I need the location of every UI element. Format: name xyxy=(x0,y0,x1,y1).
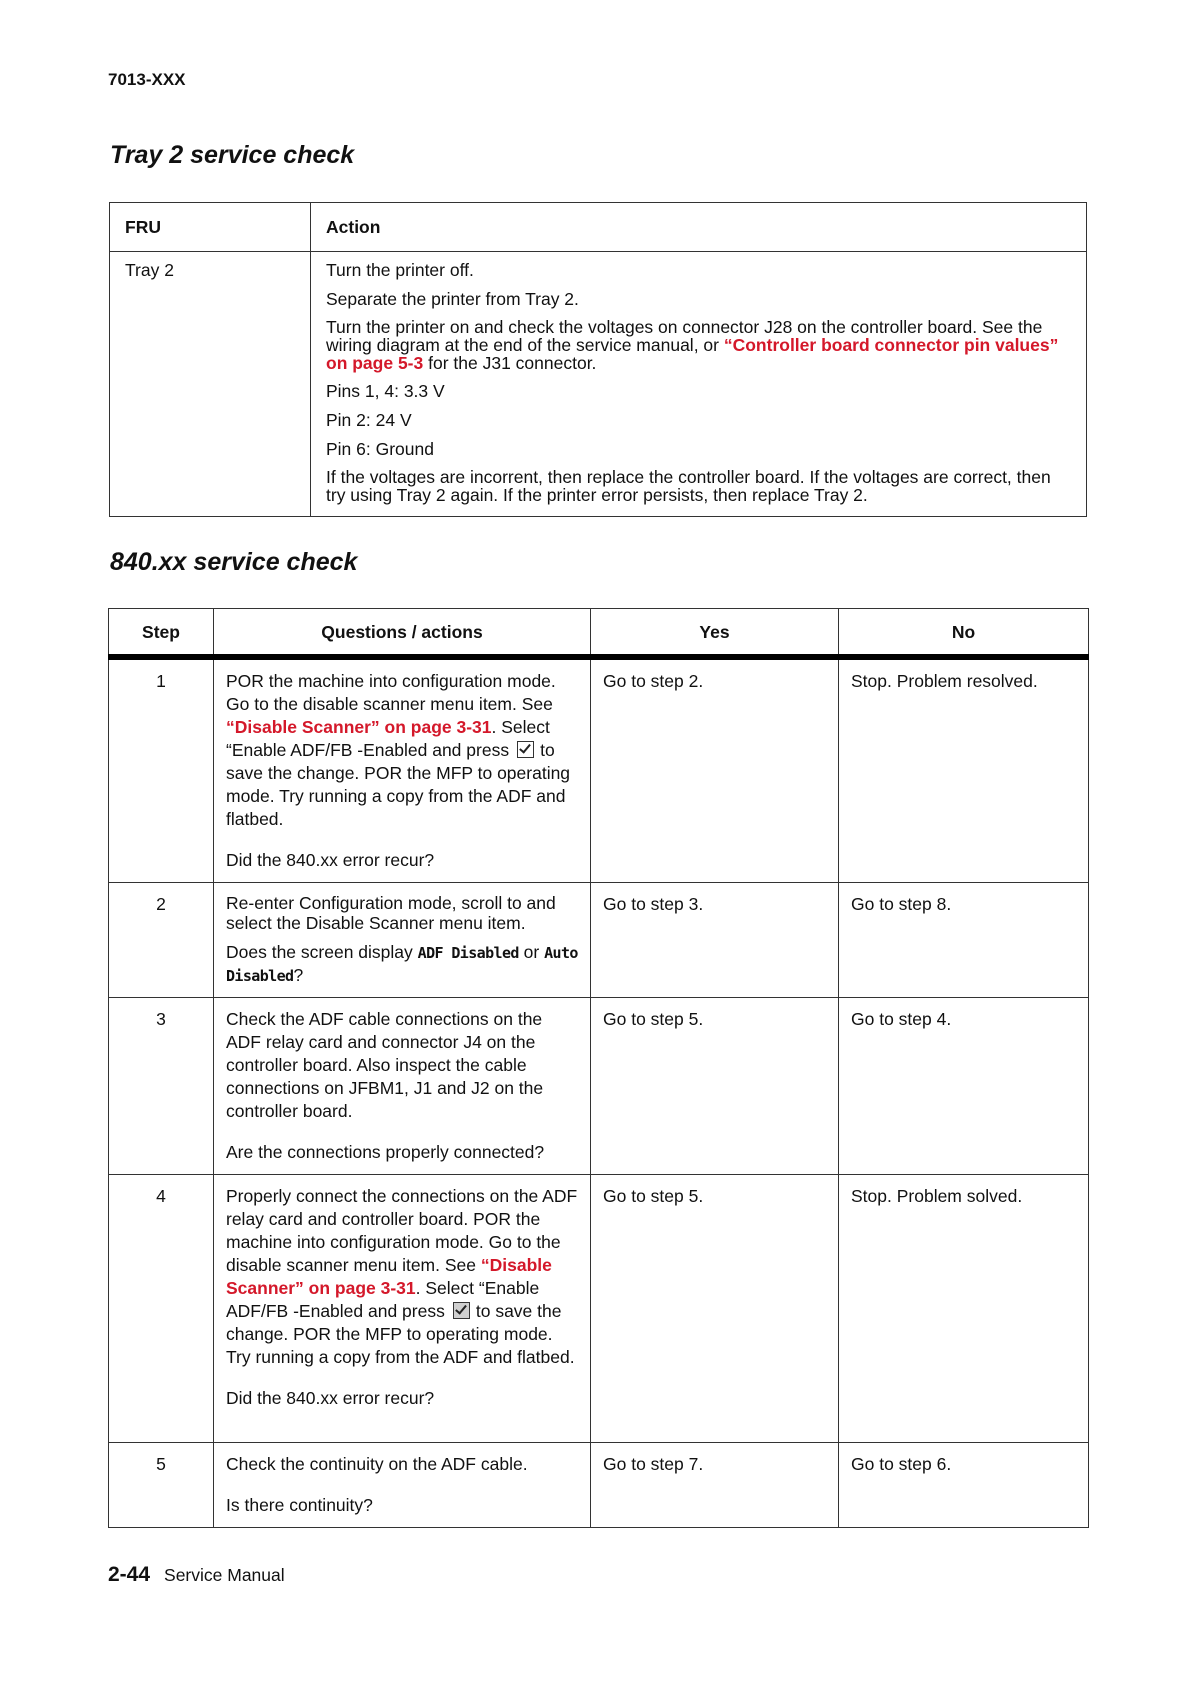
question-text: Properly connect the connections on the ADF relay card and controller board. POR the machine into configuration mode. Go to the disable scanner menu item. See xyxy=(226,1186,578,1275)
table-row xyxy=(109,1175,1089,1443)
question-cell xyxy=(214,998,591,1175)
question-text: Re-enter Configuration mode, scroll to and select the Disable Scanner menu item. xyxy=(226,893,556,933)
question-cell xyxy=(214,657,591,883)
step-number: 5 xyxy=(109,1443,214,1528)
step-number: 1 xyxy=(109,657,214,883)
action-step: If the voltages are incorrent, then replace the controller board. If the voltages are correct, then try using Tray 2 again. If the printer error persists, then replace Tray 2. xyxy=(326,467,1051,505)
action-step: Pin 6: Ground xyxy=(326,439,434,459)
fru-header: FRU xyxy=(110,203,311,252)
fru-cell: Tray 2 xyxy=(110,252,311,517)
question-prompt: Did the 840.xx error recur? xyxy=(226,1388,435,1408)
action-step: Pin 2: 24 V xyxy=(326,410,412,430)
question-prompt: Is there continuity? xyxy=(226,1495,373,1515)
question-text: ? xyxy=(293,965,304,985)
action-step: Separate the printer from Tray 2. xyxy=(326,289,579,309)
disable-scanner-link[interactable]: “Disable Scanner” on page 3-31 xyxy=(226,717,492,737)
question-text: POR the machine into configuration mode. Go to the disable scanner menu item. See xyxy=(226,671,556,714)
screen-text: Auto Disabled xyxy=(226,944,578,985)
table-header-row xyxy=(110,203,1087,252)
no-cell: Go to step 8. xyxy=(839,883,1089,998)
yes-cell: Go to step 3. xyxy=(591,883,839,998)
question-text: . Select “Enable ADF/FB -Enabled and press xyxy=(226,1278,540,1321)
yes-cell: Go to step 5. xyxy=(591,998,839,1175)
question-cell xyxy=(214,883,591,998)
action-text: Turn the printer on and check the voltages on connector J28 on the controller board. See the wiring diagram at the end of the service manual, or xyxy=(326,317,1043,355)
question-text: or xyxy=(518,942,545,962)
page-footer xyxy=(108,1563,285,1587)
question-text: . Select “Enable ADF/FB -Enabled and press xyxy=(226,717,550,760)
action-cell xyxy=(311,252,1087,517)
table-row xyxy=(109,998,1089,1175)
action-step: Turn the printer off. xyxy=(326,260,474,280)
question-text: to save the change. POR the MFP to operating mode. Try running a copy from the ADF and flatbed. xyxy=(226,740,571,829)
no-header: No xyxy=(839,609,1089,658)
no-cell: Go to step 6. xyxy=(839,1443,1089,1528)
no-cell: Go to step 4. xyxy=(839,998,1089,1175)
tray2-section-title: Tray 2 service check xyxy=(110,141,355,169)
checkmark-button-icon xyxy=(517,741,534,758)
table-row xyxy=(109,1443,1089,1528)
questions-header: Questions / actions xyxy=(214,609,591,658)
footer-label: Service Manual xyxy=(164,1565,285,1585)
table-row xyxy=(109,883,1089,998)
page-number: 2-44 xyxy=(108,1563,151,1586)
table-row xyxy=(109,657,1089,883)
tray2-fru-table xyxy=(109,202,1087,517)
table-row xyxy=(110,252,1087,517)
action-step xyxy=(326,318,1066,372)
step-number: 2 xyxy=(109,883,214,998)
yes-cell: Go to step 2. xyxy=(591,657,839,883)
model-number: 7013-XXX xyxy=(108,70,186,89)
svc840-step-table xyxy=(108,608,1089,1528)
action-step: Pins 1, 4: 3.3 V xyxy=(326,381,445,401)
controller-pin-values-link[interactable]: “Controller board connector pin values” on page 5-3 xyxy=(326,335,1059,373)
step-header: Step xyxy=(109,609,214,658)
svc840-section-title: 840.xx service check xyxy=(110,548,358,576)
yes-cell: Go to step 5. xyxy=(591,1175,839,1443)
question-text: Check the ADF cable connections on the ADF relay card and connector J4 on the controller board. Also inspect the cable connections on JFBM1, J1 and J2 on the controller board. xyxy=(226,1009,544,1121)
question-text: to save the change. POR the MFP to operating mode. Try running a copy from the ADF and flatbed. xyxy=(226,1301,575,1367)
action-text: for the J31 connector. xyxy=(423,353,597,373)
step-number: 4 xyxy=(109,1175,214,1443)
no-cell: Stop. Problem resolved. xyxy=(839,657,1089,883)
screen-text: ADF Disabled xyxy=(417,944,519,962)
action-header: Action xyxy=(311,203,1087,252)
disable-scanner-link[interactable]: “Disable Scanner” on page 3-31 xyxy=(226,1255,552,1298)
question-cell xyxy=(214,1175,591,1443)
step-number: 3 xyxy=(109,998,214,1175)
question-prompt xyxy=(226,941,578,987)
question-text: Does the screen display xyxy=(226,942,418,962)
table-header-row xyxy=(109,609,1089,658)
no-cell: Stop. Problem solved. xyxy=(839,1175,1089,1443)
question-text: Check the continuity on the ADF cable. xyxy=(226,1454,528,1474)
question-prompt: Did the 840.xx error recur? xyxy=(226,850,435,870)
checkmark-button-icon xyxy=(453,1302,470,1319)
question-cell xyxy=(214,1443,591,1528)
yes-header: Yes xyxy=(591,609,839,658)
yes-cell: Go to step 7. xyxy=(591,1443,839,1528)
question-prompt: Are the connections properly connected? xyxy=(226,1142,545,1162)
